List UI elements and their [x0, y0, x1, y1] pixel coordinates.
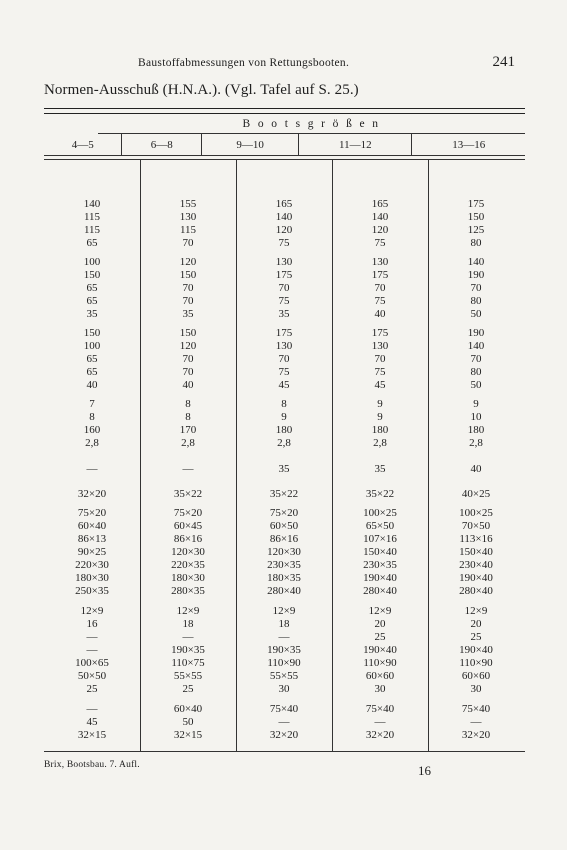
table-cell: 8	[89, 411, 95, 423]
table-cell: 50	[470, 379, 482, 391]
table-cell: 70	[374, 282, 386, 294]
table-cell: 180×30	[75, 572, 109, 584]
table-cell: —	[86, 463, 98, 475]
table-cell: 25	[374, 631, 386, 643]
table-cell: 140	[467, 340, 485, 352]
table-cell: 35×22	[269, 488, 299, 500]
table-cell: 220×30	[75, 559, 109, 571]
table-cell: 18	[278, 618, 290, 630]
table-cell: 45	[278, 379, 290, 391]
table-cell: 60×40	[77, 520, 107, 532]
table-cell: 150	[179, 327, 197, 339]
table-cell: 35×22	[365, 488, 395, 500]
table-cell: 165	[371, 198, 389, 210]
table-cell: 180	[467, 424, 485, 436]
table-cell: 50×50	[77, 670, 107, 682]
table-cell: 280×40	[459, 585, 493, 597]
table-cell: 45	[86, 716, 98, 728]
table-cell: 110×75	[171, 657, 205, 669]
table-cell: 230×40	[459, 559, 493, 571]
table-cell: 70	[182, 353, 194, 365]
table-cell: 9	[377, 398, 383, 410]
table-cell: 40	[470, 463, 482, 475]
table-cell: —	[86, 703, 98, 715]
table-cell: 90×25	[77, 546, 107, 558]
table-cell: 75×20	[269, 507, 299, 519]
table-cell: 40	[374, 308, 386, 320]
boat-sizes-header: B o o t s g r ö ß e n	[98, 114, 525, 134]
table-cell: 70	[278, 282, 290, 294]
table-cell: 107×16	[363, 533, 397, 545]
table-cell: 30	[374, 683, 386, 695]
table-cell: 250×35	[75, 585, 109, 597]
table-cell: —	[182, 631, 194, 643]
table-cell: 70	[374, 353, 386, 365]
table-cell: 65	[86, 282, 98, 294]
table-cell: 190×40	[459, 572, 493, 584]
table-cell: —	[86, 644, 98, 656]
signature-mark: 16	[418, 763, 431, 778]
column-header: 6—8	[122, 134, 202, 155]
table-cell: 190	[467, 269, 485, 281]
table-cell: 115	[179, 224, 197, 236]
running-title: Baustoffabmessungen von Rettungsbooten.	[138, 57, 350, 69]
table-cell: 70	[182, 366, 194, 378]
table-cell: 35	[182, 308, 194, 320]
table-cell: 65	[86, 366, 98, 378]
table-cell: 175	[371, 269, 389, 281]
table-cell: 220×35	[171, 559, 205, 571]
table-cell: 25	[182, 683, 194, 695]
table-cell: 12×9	[176, 605, 200, 617]
table-cell: 32×20	[269, 729, 299, 741]
column-header: 4—5	[71, 138, 94, 151]
table-cell: 175	[371, 327, 389, 339]
table-cell: 75	[278, 237, 290, 249]
page-header	[0, 54, 567, 74]
table-bottom-rule	[44, 751, 525, 752]
table-cell: 115	[83, 211, 101, 223]
table-cell: 55×55	[269, 670, 299, 682]
table-cell: 80	[470, 237, 482, 249]
table-cell: 120	[179, 256, 197, 268]
table-cell: 175	[467, 198, 485, 210]
table-cell: 70	[470, 282, 482, 294]
table-cell: 9	[281, 411, 287, 423]
table-cell: 280×35	[171, 585, 205, 597]
table-cell: 75×20	[77, 507, 107, 519]
table-cell: 170	[179, 424, 197, 436]
table-cell: 60×45	[173, 520, 203, 532]
table-cell: 120	[275, 224, 293, 236]
table-cell: 9	[473, 398, 479, 410]
table-cell: 40	[86, 379, 98, 391]
table-cell: 175	[275, 269, 293, 281]
table-cell: 50	[182, 716, 194, 728]
table-cell: —	[470, 716, 482, 728]
table-cell: 7	[89, 398, 95, 410]
table-cell: 180	[275, 424, 293, 436]
table-cell: 8	[185, 411, 191, 423]
table-cell: 20	[470, 618, 482, 630]
table-cell: 86×13	[77, 533, 107, 545]
table-cell: 25	[86, 683, 98, 695]
table-cell: 20	[374, 618, 386, 630]
column-header-table	[44, 134, 525, 155]
table-cell: 12×9	[464, 605, 488, 617]
table-cell: 65	[86, 237, 98, 249]
table-cell: 130	[371, 256, 389, 268]
table-cell: 45	[374, 379, 386, 391]
table-cell: 35	[278, 463, 290, 475]
table-cell: 60×50	[269, 520, 299, 532]
table-cell: 60×60	[461, 670, 491, 682]
table-cell: 2,8	[85, 437, 99, 449]
table-cell: 80	[470, 366, 482, 378]
table-cell: 190×35	[267, 644, 301, 656]
page-number: 241	[492, 54, 515, 70]
table-cell: 32×20	[77, 488, 107, 500]
table-cell: 125	[467, 224, 485, 236]
table-cell: 25	[470, 631, 482, 643]
table-cell: 150	[467, 211, 485, 223]
table-cell: 120×30	[267, 546, 301, 558]
table-cell: 130	[371, 340, 389, 352]
table-cell: 32×15	[173, 729, 203, 741]
table-cell: 2,8	[181, 437, 195, 449]
table-cell: 70	[182, 237, 194, 249]
table-cell: 113×16	[459, 533, 493, 545]
table-cell: 180×35	[267, 572, 301, 584]
table-cell: —	[86, 631, 98, 643]
table-cell: 190×35	[171, 644, 205, 656]
table-cell: 60×40	[173, 703, 203, 715]
table-cell: —	[182, 463, 194, 475]
table-cell: 140	[275, 211, 293, 223]
table-cell: 8	[185, 398, 191, 410]
table-cell: 150	[83, 327, 101, 339]
table-cell: 120×30	[171, 546, 205, 558]
table-cell: —	[374, 716, 386, 728]
table-cell: 230×35	[267, 559, 301, 571]
table-cell: 190×40	[459, 644, 493, 656]
table-cell: 75	[374, 366, 386, 378]
table-cell: 60×60	[365, 670, 395, 682]
table-cell: 16	[86, 618, 98, 630]
table-cell: —	[278, 631, 290, 643]
footer-citation: Brix, Bootsbau. 7. Aufl.	[44, 760, 140, 770]
table-cell: 160	[83, 424, 101, 436]
table-cell: 55×55	[173, 670, 203, 682]
table-cell: 2,8	[277, 437, 291, 449]
table-cell: 86×16	[173, 533, 203, 545]
table-cell: —	[278, 716, 290, 728]
table-cell: 40×25	[461, 488, 491, 500]
table-cell: 175	[275, 327, 293, 339]
table-cell: 75	[374, 295, 386, 307]
column-header-row	[44, 134, 525, 155]
table-cell: 30	[278, 683, 290, 695]
column-header: 11—12	[299, 134, 412, 155]
table-cell: 12×9	[368, 605, 392, 617]
column-header: 9—10	[202, 134, 299, 155]
table-cell: 110×90	[267, 657, 301, 669]
table-cell: 75×20	[173, 507, 203, 519]
table-cell: 75×40	[269, 703, 299, 715]
table-cell: 65	[86, 295, 98, 307]
table-cell: 75	[278, 295, 290, 307]
table-cell: 2,8	[373, 437, 387, 449]
table-cell: 100×25	[363, 507, 397, 519]
table-cell: 75	[374, 237, 386, 249]
table-cell: 100	[83, 256, 101, 268]
table-cell: 86×16	[269, 533, 299, 545]
table-cell: 50	[470, 308, 482, 320]
table-cell: 140	[371, 211, 389, 223]
table-cell: 65	[86, 353, 98, 365]
table-cell: 12×9	[80, 605, 104, 617]
table-cell: 70	[182, 295, 194, 307]
table-cell: 10	[470, 411, 482, 423]
table-cell: 140	[467, 256, 485, 268]
table-cell: 75	[278, 366, 290, 378]
table-cell: 65×50	[365, 520, 395, 532]
table-cell: 280×40	[363, 585, 397, 597]
table-cell: 280×40	[267, 585, 301, 597]
table-cell: 100	[83, 340, 101, 352]
table-cell: 110×90	[363, 657, 397, 669]
table-cell: 180	[371, 424, 389, 436]
table-cell: 180×30	[171, 572, 205, 584]
table-cell: 230×35	[363, 559, 397, 571]
table-cell: 130	[275, 340, 293, 352]
dimensions-table	[44, 108, 525, 752]
table-body	[44, 160, 525, 752]
table-cell: 35	[374, 463, 386, 475]
table-cell: 18	[182, 618, 194, 630]
table-cell: 140	[83, 198, 101, 210]
table-cell: 120	[371, 224, 389, 236]
table-cell: 35×22	[173, 488, 203, 500]
table-cell: 155	[179, 198, 197, 210]
table-cell: 165	[275, 198, 293, 210]
table-cell: 12×9	[272, 605, 296, 617]
table-cell: 75×40	[461, 703, 491, 715]
column-header: 13—16	[412, 134, 525, 155]
table-cell: 115	[83, 224, 101, 236]
table-cell: 190	[467, 327, 485, 339]
table-cell: 9	[377, 411, 383, 423]
table-cell: 120	[179, 340, 197, 352]
table-cell: 35	[278, 308, 290, 320]
table-cell: 190×40	[363, 572, 397, 584]
table-cell: 32×15	[77, 729, 107, 741]
table-cell: 150	[83, 269, 101, 281]
table-cell: 190×40	[363, 644, 397, 656]
table-cell: 8	[281, 398, 287, 410]
section-heading: Normen-Ausschuß (H.N.A.). (Vgl. Tafel auf S. 25.)	[44, 82, 359, 98]
table-cell: 150×40	[363, 546, 397, 558]
table-cell: 150	[179, 269, 197, 281]
table-cell: 75×40	[365, 703, 395, 715]
table-cell: 30	[470, 683, 482, 695]
table-cell: 32×20	[365, 729, 395, 741]
table-cell: 32×20	[461, 729, 491, 741]
table-cell: 100×25	[459, 507, 493, 519]
table-cell: 70	[278, 353, 290, 365]
table-cell: 130	[179, 211, 197, 223]
table-cell: 70	[470, 353, 482, 365]
table-cell: 2,8	[469, 437, 483, 449]
table-cell: 40	[182, 379, 194, 391]
table-cell: 35	[86, 308, 98, 320]
table-cell: 100×65	[75, 657, 109, 669]
table-cell: 110×90	[459, 657, 493, 669]
table-cell: 130	[275, 256, 293, 268]
table-cell: 70	[182, 282, 194, 294]
table-cell: 150×40	[459, 546, 493, 558]
table-cell: 80	[470, 295, 482, 307]
table-cell: 70×50	[461, 520, 491, 532]
